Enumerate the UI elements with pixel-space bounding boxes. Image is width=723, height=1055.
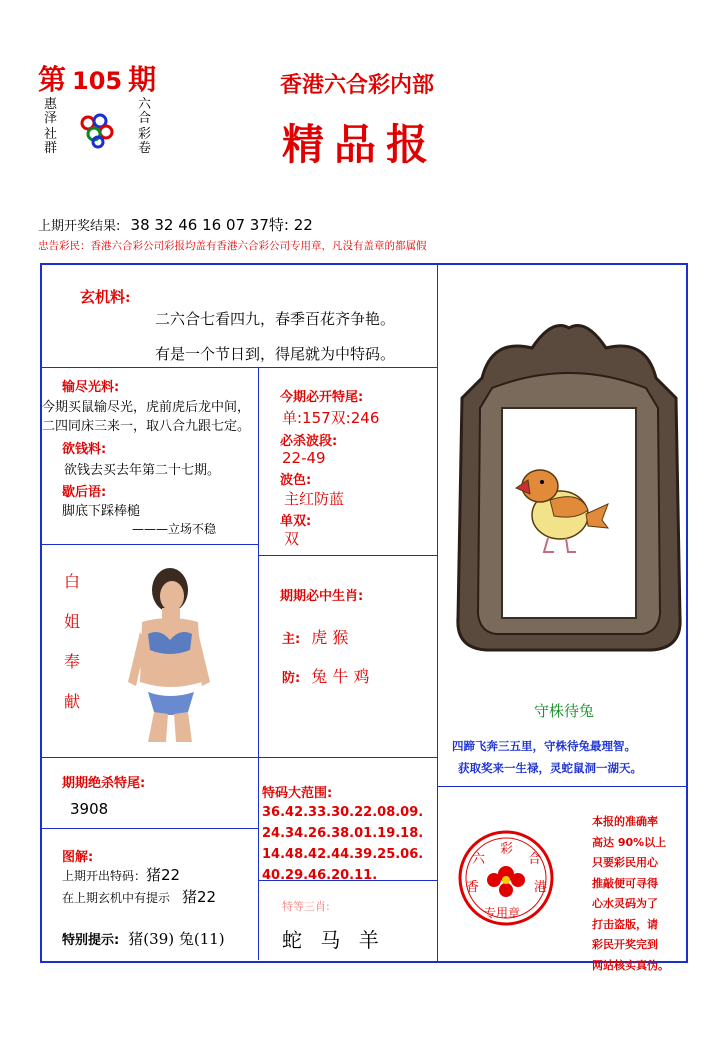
yuqian-text: 欲钱去买去年第二十七期。 (64, 463, 221, 478)
poem-line-2: 获取奖来一生禄，灵蛇鼠洞一湖天。 (458, 761, 642, 775)
row-divider-right (437, 786, 687, 787)
official-seal: 彩 六 合 香 港 专用章 (456, 828, 556, 928)
shuren-line-2: 二四同床三来一，取八合九跟七定。 (42, 419, 251, 434)
xiehou-label: 歇后语: (62, 485, 107, 500)
header-big-title: 精品报 (282, 120, 439, 169)
left-column-1: 惠泽 (44, 97, 58, 126)
frame-left (40, 263, 42, 963)
three-value: 蛇 马 羊 (282, 928, 385, 952)
row-divider-5 (42, 828, 258, 829)
frame-bottom (40, 961, 688, 963)
col-divider (258, 368, 259, 960)
lottery-logo (78, 112, 116, 148)
warning-text: 忠告彩民：香港六合彩公司彩报均盖有香港六合彩公司专用章，凡没有盖章的都属假 (38, 240, 427, 252)
row-divider-3 (258, 555, 437, 556)
row-divider-2 (42, 544, 258, 545)
frame-top (40, 263, 688, 265)
tail-label: 今期必开特尾: (280, 390, 364, 405)
kill-value: 3908 (70, 800, 109, 818)
frame-divider-vertical (437, 265, 438, 961)
xiehou-text: 脚底下踩棒槌 (62, 504, 141, 519)
tujie-label: 图解: (62, 850, 94, 865)
xuanji-line-2: 有是一个节日到，得尾就为中特码。 (155, 345, 396, 363)
wave-value: 22-49 (282, 449, 326, 467)
last-result: 上期开奖结果: 38 32 46 16 07 37特: 22 (38, 216, 313, 234)
poem-title: 守株待兔 (534, 702, 595, 720)
zodiac-guard: 防: 兔 牛 鸡 (282, 667, 370, 686)
xuanji-label: 玄机料: (80, 288, 131, 306)
issue-number: 第 105 期 (38, 63, 157, 96)
range-label: 特码大范围: (262, 786, 333, 801)
oddeven-value: 双 (284, 530, 300, 548)
shuren-line-1: 今期买鼠输尽光，虎前虎后龙中间， (42, 400, 251, 415)
tujie-line-2: 在上期玄机中有提示 猪22 (62, 888, 217, 906)
wave-label: 必杀波段: (280, 434, 338, 449)
poem-line-1: 四蹄飞奔三五里，守株待兔最理智。 (452, 739, 636, 753)
xuanji-line-1: 二六合七看四九，春季百花齐争艳。 (155, 310, 396, 328)
left-column-2: 社群 (44, 127, 58, 156)
special-hint: 特别提示: 猪(39) 兔(11) (62, 930, 225, 948)
three-label: 特等三肖: (282, 900, 330, 913)
range-numbers: 36.42.33.30.22.08.09. 24.34.26.38.01.19.18. 14.48.42.44.39.25.06. 40.29.46.20.11. (262, 805, 424, 883)
row-divider-1 (42, 367, 437, 368)
header-title: 香港六合彩内部 (280, 72, 435, 98)
model-photo (118, 562, 218, 742)
tail-value: 单:157双:246 (282, 409, 380, 427)
side-vertical-text: 白 姐 奉 献 (64, 572, 81, 711)
right-column-1: 六合 (138, 97, 152, 126)
shuren-label: 输尽光料: (62, 380, 120, 395)
color-value: 主红防蓝 (284, 490, 345, 508)
frame-right (686, 263, 688, 963)
right-column-2: 彩卷 (138, 127, 152, 156)
zodiac-main: 主: 虎 猴 (282, 628, 349, 647)
kill-label: 期期绝杀特尾: (62, 776, 146, 791)
bird-illustration (510, 460, 610, 560)
color-label: 波色: (280, 473, 312, 488)
row-divider-4 (42, 757, 437, 758)
zodiac-label: 期期必中生肖: (280, 589, 364, 604)
xiehou-answer: ———立场不稳 (132, 522, 217, 536)
tujie-line-1: 上期开出特码：猪22 (62, 866, 181, 884)
yuqian-label: 欲钱料: (62, 442, 107, 457)
oddeven-label: 单双: (280, 514, 312, 529)
accuracy-notice: 本报的准确率 高达 90%以上 只要彩民用心 推敲便可寻得 心水灵码为了 打击盗版，请 彩民开奖完到 网站核实真伪。 (592, 815, 669, 972)
